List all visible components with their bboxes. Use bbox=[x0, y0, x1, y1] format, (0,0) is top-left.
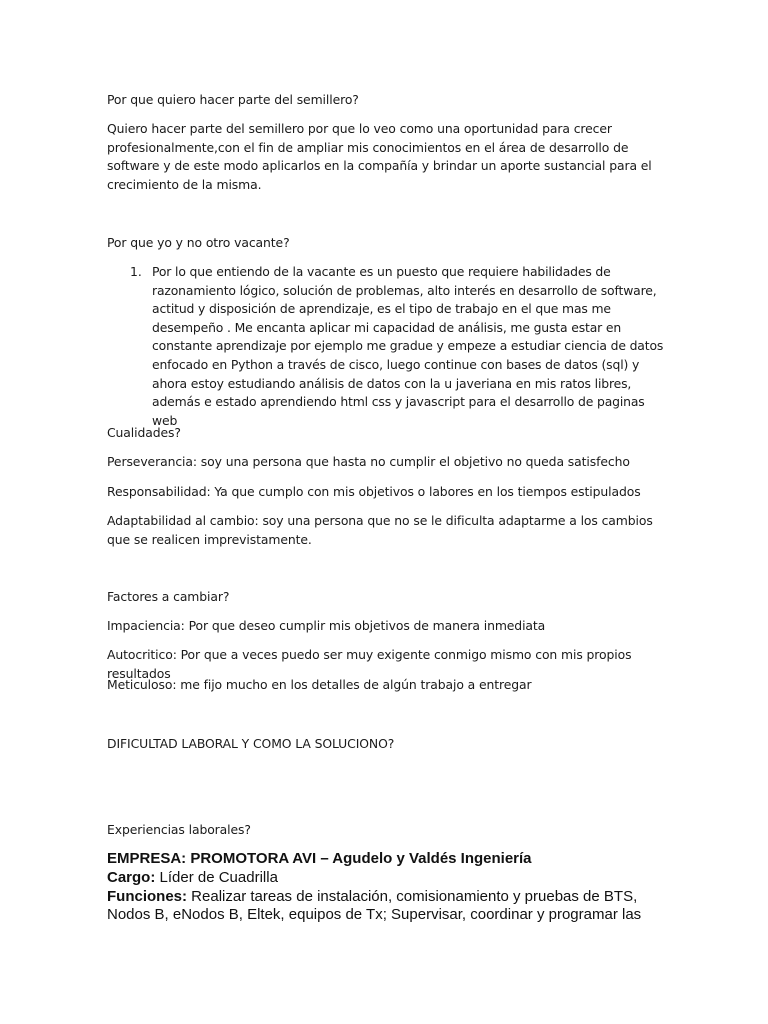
factor-item: Impaciencia: Por que deseo cumplir mis objetivos de manera inmediata bbox=[107, 618, 546, 633]
question-why-join-heading: Por que quiero hacer parte del semillero? bbox=[107, 92, 359, 107]
job-company-text: EMPRESA: PROMOTORA AVI – Agudelo y Valdés Ingeniería bbox=[107, 850, 532, 867]
job-cargo-line bbox=[107, 869, 667, 888]
factor-item: Meticuloso: me fijo mucho en los detalles de algún trabajo a entregar bbox=[107, 677, 532, 692]
job-cargo-value: Líder de Cuadrilla bbox=[155, 868, 278, 886]
job-cargo-label: Cargo: bbox=[107, 868, 156, 886]
quality-item: Adaptabilidad al cambio: soy una persona que no se le dificulta adaptarme a los cambios que se realicen imprevistamente. bbox=[107, 513, 653, 547]
difficulty-heading: DIFICULTAD LABORAL Y COMO LA SOLUCIONO? bbox=[107, 736, 395, 751]
experience-heading: Experiencias laborales? bbox=[107, 822, 251, 837]
job-funciones-value: Realizar tareas de instalación, comisionamiento y pruebas de BTS, bbox=[187, 887, 638, 905]
job-funciones-label: Funciones: bbox=[107, 887, 188, 905]
list-item-number: 1. bbox=[130, 264, 142, 279]
qualities-heading: Cualidades? bbox=[107, 425, 181, 440]
quality-item: Perseverancia: soy una persona que hasta no cumplir el objetivo no queda satisfecho bbox=[107, 454, 630, 469]
factor-item: Autocritico: Por que a veces puedo ser muy exigente conmigo mismo con mis propios resultados bbox=[107, 647, 632, 681]
job-funciones-line bbox=[107, 888, 667, 907]
job-entry bbox=[107, 850, 667, 925]
quality-item: Responsabilidad: Ya que cumplo con mis objetivos o labores en los tiempos estipulados bbox=[107, 484, 641, 499]
job-company-line bbox=[107, 850, 667, 869]
answer-why-join-paragraph: Quiero hacer parte del semillero por que lo veo como una oportunidad para crecer profesionalmente,con el fin de ampliar mis conocimientos en el área de desarrollo de software y de este modo aplicarlos en la compañía y brindar un aporte sustancial para el crecimiento de la misma. bbox=[107, 121, 652, 192]
job-funciones-continuation: Nodos B, eNodos B, Eltek, equipos de Tx; Supervisar, coordinar y programar las bbox=[107, 906, 642, 924]
factors-heading: Factores a cambiar? bbox=[107, 589, 230, 604]
question-why-me-heading: Por que yo y no otro vacante? bbox=[107, 235, 290, 250]
list-item-text: Por lo que entiendo de la vacante es un puesto que requiere habilidades de razonamiento lógico, solución de problemas, alto interés en desarrollo de software, actitud y disposición de aprendizaje, es el tipo de trabajo en el que mas me desempeño . Me encanta aplicar mi capacidad de análisis, me gusta estar en constante aprendizaje por ejemplo me gradue y empeze a estudiar ciencia de datos enfocado en Python a través de cisco, luego continue con bases de datos (sql) y ahora estoy estudiando análisis de datos con la u javeriana en mis ratos libres, además e estado aprendiendo html css y javascript para el desarrollo de paginas web bbox=[152, 264, 664, 428]
